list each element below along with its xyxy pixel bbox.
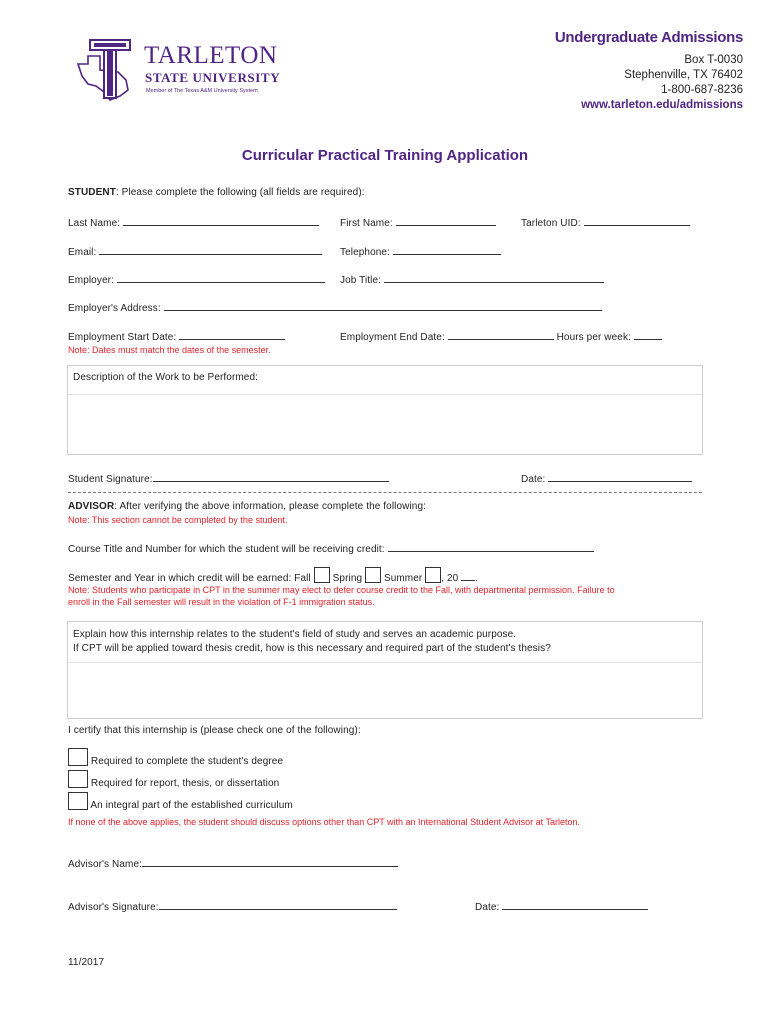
logo-wordmark: TARLETON [144,42,278,69]
last-name-label: Last Name: [68,218,121,229]
certify-text: I certify that this internship is (please check one of the following): [68,725,361,736]
employer-address-label: Employer's Address: [68,303,161,314]
advisor-intro: ADVISOR: After verifying the above information, please complete the following: [68,501,426,512]
fall-checkbox[interactable] [314,567,330,583]
student-signature-field[interactable] [68,472,389,485]
telephone-input[interactable] [393,245,501,255]
student-date-input[interactable] [548,472,692,482]
advisor-date-label: Date: [475,902,500,913]
year-prefix: , 20 [441,573,459,584]
year-input[interactable] [461,571,475,581]
hours-label: Hours per week: [556,332,631,343]
student-date-field[interactable] [521,472,692,485]
advisor-signature-label: Advisor's Signature: [68,902,159,913]
certify-option-curriculum[interactable] [68,792,293,811]
employer-label: Employer: [68,275,114,286]
certify-option-thesis[interactable] [68,770,279,789]
last-name-input[interactable] [123,216,319,226]
year-suffix: . [475,573,479,584]
email-input[interactable] [99,245,322,255]
dates-note: Note: Dates must match the dates of the semester. [68,345,271,355]
website-link[interactable]: www.tarleton.edu/admissions [581,99,743,111]
work-description-box[interactable] [67,365,703,455]
course-label: Course Title and Number for which the student will be receiving credit: [68,544,385,555]
degree-checkbox[interactable] [68,748,88,766]
form-title: Curricular Practical Training Application [241,147,529,164]
advisor-label: ADVISOR [68,501,115,512]
explanation-prompt-1: Explain how this internship relates to the student's field of study and serves an academic purpose. [73,629,517,640]
advisor-name-input[interactable] [142,857,398,867]
degree-label: Required to complete the student's degree [90,756,284,767]
advisor-date-input[interactable] [502,900,648,910]
explanation-prompt-2: If CPT will be applied toward thesis credit, how is this necessary and required part of the student's thesis? [73,643,551,654]
none-applies-note: If none of the above applies, the student should discuss options other than CPT with an International Student Advisor at Tarleton. [68,817,580,827]
certify-option-degree[interactable] [68,748,283,767]
end-date-field[interactable] [340,330,662,343]
employer-address-input[interactable] [164,301,602,311]
curriculum-label: An integral part of the established curriculum [90,800,293,811]
course-field[interactable] [68,542,594,555]
explanation-box[interactable] [67,621,703,719]
summer-label: Summer [383,573,423,584]
student-signature-input[interactable] [153,472,389,482]
thesis-label: Required for report, thesis, or dissertation [90,778,280,789]
advisor-signature-input[interactable] [159,900,397,910]
uid-label: Tarleton UID: [521,218,581,229]
employer-input[interactable] [117,273,325,283]
uid-field[interactable] [521,216,690,229]
student-date-label: Date: [521,474,546,485]
department-name: Undergraduate Admissions [554,29,743,46]
thesis-checkbox[interactable] [68,770,88,788]
summer-note-line-2: enroll in the Fall semester will result in the violation of F-1 immigration status. [68,597,375,607]
email-label: Email: [68,247,97,258]
advisor-name-label: Advisor's Name: [68,859,142,870]
job-title-field[interactable] [340,273,604,286]
advisor-signature-field[interactable] [68,900,397,913]
start-date-input[interactable] [179,330,285,340]
first-name-label: First Name: [340,218,393,229]
advisor-note: Note: This section cannot be completed by the student. [68,515,288,525]
advisor-name-field[interactable] [68,857,398,870]
employer-field[interactable] [68,273,325,286]
section-divider [68,492,702,493]
email-field[interactable] [68,245,322,258]
summer-note-line-1: Note: Students who participate in CPT in the summer may elect to defer course credit to the Fall, with departmental permission. Failure to [68,585,615,595]
box-divider [68,662,702,663]
address-box: Box T-0030 [684,54,743,66]
semester-field[interactable] [68,567,478,584]
box-divider [68,394,702,395]
advisor-date-field[interactable] [475,900,648,913]
job-title-label: Job Title: [340,275,382,286]
job-title-input[interactable] [384,273,604,283]
start-date-field[interactable] [68,330,285,343]
logo-subtitle: STATE UNIVERSITY [145,70,281,85]
employer-address-field[interactable] [68,301,602,314]
texas-t-emblem-icon [74,38,136,102]
work-description-label: Description of the Work to be Performed: [73,372,259,383]
course-input[interactable] [388,542,594,552]
summer-checkbox[interactable] [425,567,441,583]
logo-tagline: Member of The Texas A&M University System [146,88,258,94]
student-intro: STUDENT: Please complete the following (all fields are required): [68,187,365,198]
hours-input[interactable] [634,330,662,340]
curriculum-checkbox[interactable] [68,792,88,810]
telephone-label: Telephone: [340,247,390,258]
tarleton-logo [74,38,289,102]
telephone-field[interactable] [340,245,501,258]
semester-label: Semester and Year in which credit will be earned: Fall [68,573,311,584]
uid-input[interactable] [584,216,690,226]
student-signature-label: Student Signature: [68,474,153,485]
first-name-input[interactable] [396,216,496,226]
start-date-label: Employment Start Date: [68,332,177,343]
last-name-field[interactable] [68,216,319,229]
address-city: Stephenville, TX 76402 [624,69,743,81]
spring-checkbox[interactable] [365,567,381,583]
end-date-label: Employment End Date: [340,332,445,343]
end-date-input[interactable] [448,330,554,340]
student-label: STUDENT [68,187,116,198]
address-block [555,29,743,113]
spring-label: Spring [332,573,363,584]
form-version: 11/2017 [68,957,105,968]
first-name-field[interactable] [340,216,496,229]
address-phone: 1-800-687-8236 [661,84,743,96]
